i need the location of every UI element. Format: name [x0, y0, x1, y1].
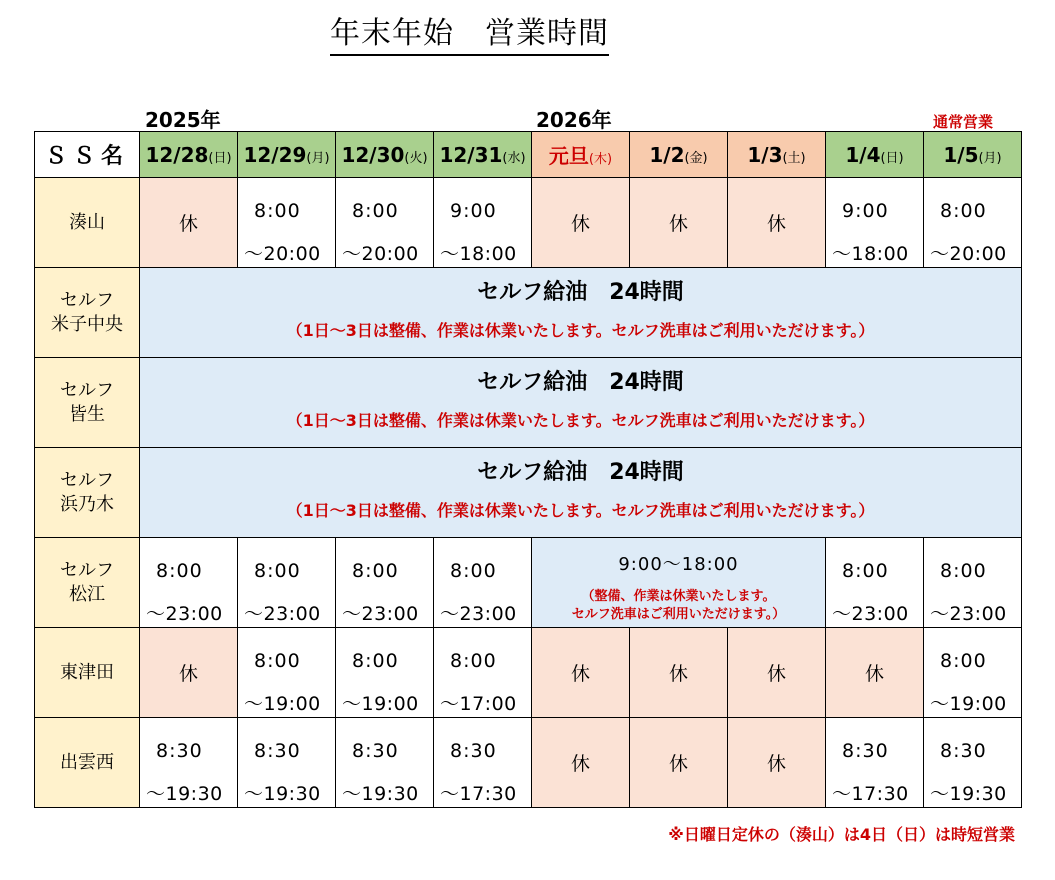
close-time: ～20:00	[244, 243, 321, 265]
matsue-newyear-hours-cell	[532, 538, 826, 628]
self-service-cell	[140, 358, 1022, 448]
year-2026-label: 2026年	[536, 108, 612, 132]
closed-cell: 休	[532, 628, 630, 718]
hours-cell	[924, 178, 1022, 268]
closed-cell: 休	[826, 628, 924, 718]
station-row-minatoyama	[35, 178, 1022, 268]
footnote: ※日曜日定休の（湊山）は4日（日）は時短営業	[668, 825, 1015, 844]
close-time: ～19:30	[146, 783, 223, 805]
hours-cell	[826, 718, 924, 808]
station-name: 出雲西	[35, 718, 140, 808]
station-name: 湊山	[35, 178, 140, 268]
self-note: （1日～3日は整備、作業は休業いたします。セルフ洗車はご利用いただけます。）	[286, 411, 875, 430]
matsue-newyear-hours: 9:00～18:00	[618, 554, 739, 575]
hours-cell	[336, 538, 434, 628]
hours-cell	[924, 718, 1022, 808]
closed-cell: 休	[728, 718, 826, 808]
hours-cell	[826, 538, 924, 628]
close-time: ～19:00	[244, 693, 321, 715]
open-time: 8:30	[940, 740, 987, 762]
matsue-note-line-1: （整備、作業は休業いたします。	[581, 589, 776, 604]
page-title: 年末年始 営業時間	[330, 14, 609, 56]
hours-cell	[434, 628, 532, 718]
open-time: 8:00	[842, 560, 889, 582]
hours-cell	[140, 718, 238, 808]
closed-cell: 休	[630, 628, 728, 718]
hours-cell	[238, 628, 336, 718]
date-header-0105: 1/5(月)	[924, 132, 1022, 178]
station-name: セルフ 米子中央	[35, 268, 140, 358]
schedule-table	[34, 131, 1022, 808]
station-row-hamanogi	[35, 448, 1022, 538]
closed-cell: 休	[630, 178, 728, 268]
station-row-izumonishi	[35, 718, 1022, 808]
date-header-newyear: 元旦(木)	[532, 132, 630, 178]
self-note: （1日～3日は整備、作業は休業いたします。セルフ洗車はご利用いただけます。）	[286, 501, 875, 520]
closed-cell: 休	[140, 178, 238, 268]
close-time: ～18:00	[440, 243, 517, 265]
open-time: 8:00	[940, 560, 987, 582]
close-time: ～23:00	[342, 603, 419, 625]
close-time: ～23:00	[930, 603, 1007, 625]
date-header-0102: 1/2(金)	[630, 132, 728, 178]
hours-cell	[924, 538, 1022, 628]
open-time: 8:30	[450, 740, 497, 762]
self-service-cell	[140, 448, 1022, 538]
hours-cell	[238, 178, 336, 268]
closed-cell: 休	[140, 628, 238, 718]
date-header-1228: 12/28(日)	[140, 132, 238, 178]
date-header-1230: 12/30(火)	[336, 132, 434, 178]
hours-cell	[336, 178, 434, 268]
date-header-1229: 12/29(月)	[238, 132, 336, 178]
open-time: 8:00	[254, 200, 301, 222]
normal-business-label: 通常営業	[933, 113, 994, 131]
hours-cell	[238, 718, 336, 808]
station-name: 東津田	[35, 628, 140, 718]
closed-cell: 休	[532, 178, 630, 268]
close-time: ～19:30	[930, 783, 1007, 805]
open-time: 8:00	[352, 650, 399, 672]
close-time: ～17:00	[440, 693, 517, 715]
open-time: 8:30	[352, 740, 399, 762]
close-time: ～23:00	[440, 603, 517, 625]
self-24h-text: セルフ給油 24時間	[477, 370, 684, 395]
self-service-cell	[140, 268, 1022, 358]
open-time: 8:00	[352, 200, 399, 222]
close-time: ～19:00	[342, 693, 419, 715]
open-time: 8:30	[842, 740, 889, 762]
ss-name-header: ＳＳ名	[35, 132, 140, 178]
hours-cell	[826, 178, 924, 268]
close-time: ～20:00	[930, 243, 1007, 265]
open-time: 8:00	[352, 560, 399, 582]
close-time: ～18:00	[832, 243, 909, 265]
station-row-matsue	[35, 538, 1022, 628]
hours-cell	[140, 538, 238, 628]
date-header-1231: 12/31(水)	[434, 132, 532, 178]
self-note: （1日～3日は整備、作業は休業いたします。セルフ洗車はご利用いただけます。）	[286, 321, 875, 340]
hours-cell	[924, 628, 1022, 718]
open-time: 8:00	[940, 650, 987, 672]
closed-cell: 休	[532, 718, 630, 808]
open-time: 8:00	[450, 560, 497, 582]
header-row	[35, 132, 1022, 178]
close-time: ～23:00	[832, 603, 909, 625]
close-time: ～19:00	[930, 693, 1007, 715]
close-time: ～17:30	[832, 783, 909, 805]
open-time: 8:00	[940, 200, 987, 222]
close-time: ～20:00	[342, 243, 419, 265]
hours-cell	[238, 538, 336, 628]
station-row-higashitsuda	[35, 628, 1022, 718]
station-row-kaike	[35, 358, 1022, 448]
hours-cell	[434, 718, 532, 808]
open-time: 8:30	[156, 740, 203, 762]
station-name: セルフ 浜乃木	[35, 448, 140, 538]
year-2025-label: 2025年	[145, 108, 221, 132]
close-time: ～19:30	[342, 783, 419, 805]
open-time: 8:30	[254, 740, 301, 762]
close-time: ～17:30	[440, 783, 517, 805]
hours-cell	[336, 718, 434, 808]
station-name: セルフ 皆生	[35, 358, 140, 448]
open-time: 9:00	[842, 200, 889, 222]
station-name: セルフ 松江	[35, 538, 140, 628]
station-row-yonago-chuo	[35, 268, 1022, 358]
open-time: 8:00	[156, 560, 203, 582]
hours-cell	[336, 628, 434, 718]
closed-cell: 休	[630, 718, 728, 808]
date-header-0104: 1/4(日)	[826, 132, 924, 178]
open-time: 8:00	[450, 650, 497, 672]
closed-cell: 休	[728, 178, 826, 268]
date-header-0103: 1/3(土)	[728, 132, 826, 178]
open-time: 8:00	[254, 650, 301, 672]
close-time: ～23:00	[244, 603, 321, 625]
hours-cell	[434, 178, 532, 268]
closed-cell: 休	[728, 628, 826, 718]
matsue-note-line-2: セルフ洗車はご利用いただけます。）	[571, 607, 786, 622]
self-24h-text: セルフ給油 24時間	[477, 460, 684, 485]
open-time: 8:00	[254, 560, 301, 582]
self-24h-text: セルフ給油 24時間	[477, 280, 684, 305]
open-time: 9:00	[450, 200, 497, 222]
close-time: ～23:00	[146, 603, 223, 625]
hours-cell	[434, 538, 532, 628]
close-time: ～19:30	[244, 783, 321, 805]
